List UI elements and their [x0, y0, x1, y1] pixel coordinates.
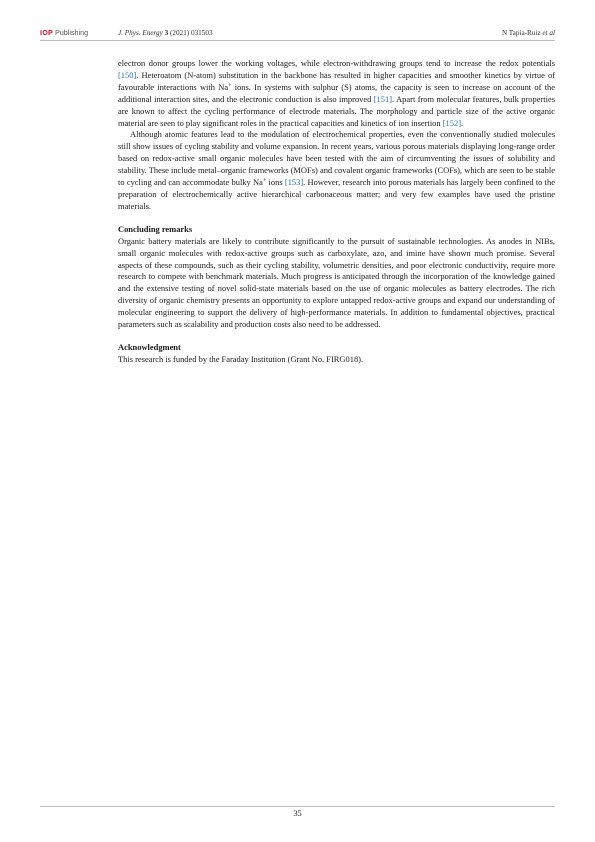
journal-reference	[118, 26, 213, 40]
page-number: 35	[293, 809, 302, 818]
text-run: . Apart from molecular features, bulk properties are known to affect the cycling performance of electrode materials. The morphology and particle size of the active organic material are seen to play significant roles in the practical capacities and kinetics of ion insertion	[118, 93, 555, 128]
acknowledgment-text: This research is funded by the Faraday Institution (Grant No. FIRG018).	[118, 353, 364, 364]
running-authors	[502, 26, 555, 40]
citation-link[interactable]: [153]	[284, 177, 304, 188]
superscript-plus: +	[262, 178, 267, 185]
citation-link[interactable]: [152]	[442, 117, 462, 128]
text-run: Although atomic features lead to the modulation of electrochemical properties, even the conventionally studied molecules still show issues of cycling stability and volume expansion. In recent years, various porous materials displaying long-range order based on redox-active small organic molecules have been tested with the aim of circumventing the issues of solubility and stability. These include metal–organic frameworks (MOFs) and covalent organic frameworks (COFs), which are seen to be stable to cycling and can accommodate bulky Na	[118, 129, 555, 188]
journal-volume: 3	[164, 29, 169, 37]
footer-rule	[40, 806, 555, 807]
concluding-remarks-text: Organic battery materials are likely to contribute significantly to the pursuit of sustainable technologies. As anodes in NIBs, small organic molecules with redox-active groups such as carboxylate, azo, and imine have shown much promise. Several aspects of these compounds, such as their cycling stability, volumetric densities, and poor electronic conductivity, require more research to compete with benchmark materials. Much progress is anticipated through the incorporation of the knowledge gained and the extensive testing of novel solid-state materials based on the use of organic molecules as battery electrodes. The rich diversity of organic chemistry presents an opportunity to explore untapped redox-active groups and expand our understanding of molecular engineering to support the delivery of high-performance materials. In addition to fundamental objectives, practical parameters such as scalability and production costs also need to be addressed.	[118, 235, 555, 330]
journal-name: J. Phys. Energy	[118, 29, 163, 37]
logo-publishing: Publishing	[54, 28, 89, 37]
journal-year-article: (2021) 031503	[170, 29, 213, 37]
text-run: ions. In systems with sulphur (S) atoms, the capacity is seen to increase on account of the additional interaction sites, and the electronic conduction is also improved	[118, 81, 555, 104]
running-header	[40, 26, 555, 40]
text-run: electron donor groups lower the working voltages, while electron-withdrawing groups tend to increase the redox potentials	[118, 58, 555, 68]
superscript-plus: +	[228, 82, 232, 89]
paragraph-2	[118, 129, 555, 212]
author-name: N Tapia-Ruiz	[501, 29, 541, 37]
acknowledgment-heading: Acknowledgment	[118, 341, 181, 352]
citation-link[interactable]: [151]	[373, 93, 393, 104]
text-run: . However, research into porous materials has largely been confined to the preparation of electrochemically active hierarchical carbonaceous matter; and very few examples have used the pristine materials.	[118, 177, 555, 211]
paragraph-1	[118, 58, 555, 129]
et-al: et al	[542, 29, 555, 37]
concluding-remarks-heading: Concluding remarks	[118, 223, 193, 234]
citation-link[interactable]: [150]	[118, 69, 137, 80]
logo-iop: IOP	[40, 28, 53, 37]
text-run: . Heteroatom (N-atom) substitution in the backbone has resulted in higher capacities and smoother kinetics by virtue of favourable interactions with Na	[118, 69, 555, 92]
text-run: .	[461, 117, 464, 128]
section-spacer	[118, 213, 555, 224]
header-rule	[40, 40, 555, 41]
section-spacer	[118, 331, 555, 342]
text-run: ions	[266, 177, 285, 188]
iop-publishing-logo	[40, 26, 88, 40]
article-body	[118, 58, 555, 366]
